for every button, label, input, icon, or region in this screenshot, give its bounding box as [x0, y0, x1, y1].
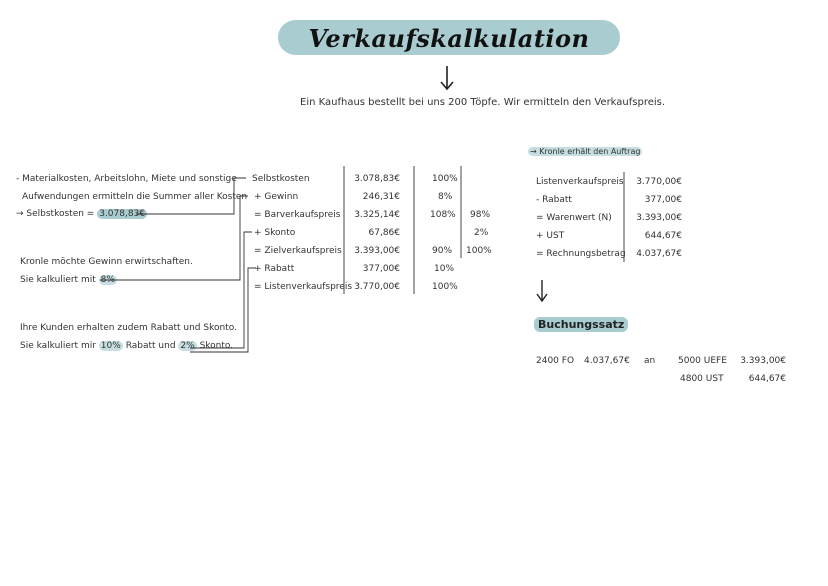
gewinn-note-1: Kronle möchte Gewinn erwirtschaften. [20, 257, 193, 267]
calc-value-4: 3.393,00€ [354, 246, 400, 256]
page-title: Verkaufskalkulation [308, 24, 590, 53]
calc-label-0: Selbstkosten [252, 174, 310, 184]
rabatt-highlight: 10% [100, 341, 121, 351]
credit-account-0: 5000 UEFE [678, 356, 727, 366]
calc-label-4: = Zielverkaufspreis [254, 246, 342, 256]
calc-label-5: + Rabatt [254, 264, 295, 274]
credit-value-0: 3.393,00€ [740, 356, 786, 366]
selbstkosten-highlight: 3.078,83€ [99, 209, 146, 219]
buchungssatz-heading [534, 318, 628, 331]
down-arrow-icon [534, 278, 550, 304]
calc-p1-2: 108% [430, 210, 456, 220]
calc-p1-1: 8% [438, 192, 453, 202]
calc-p2-3: 2% [474, 228, 489, 238]
gewinn-highlight: 8% [100, 275, 115, 285]
calc-value-1: 246,31€ [362, 192, 400, 202]
auftrag-label-4: = Rechnungsbetrag [536, 249, 626, 259]
debit-account: 2400 FO [536, 356, 575, 366]
calc-p2-4: 100% [466, 246, 492, 256]
debit-value: 4.037,67€ [584, 356, 630, 366]
auftrag-heading [528, 147, 642, 156]
note-line-2: Aufwendungen ermitteln die Summer aller Kosten [22, 192, 248, 202]
skonto-highlight: 2% [180, 341, 195, 351]
calc-value-6: 3.770,00€ [354, 282, 400, 292]
note-line-1: - Materialkosten, Arbeitslohn, Miete und sonstige [16, 174, 237, 184]
skonto-word: Skonto. [199, 341, 234, 351]
calc-label-1: + Gewinn [254, 192, 299, 202]
calc-label-6: = Listenverkaufspreis [254, 282, 353, 292]
auftrag-value-2: 3.393,00€ [636, 213, 682, 223]
auftrag-label-2: = Warenwert (N) [536, 213, 612, 223]
auftrag-label-3: + UST [536, 231, 565, 241]
credit-account-1: 4800 UST [680, 374, 724, 384]
intro-text: Ein Kaufhaus bestellt bei uns 200 Töpfe. Wir ermitteln den Verkaufspreis. [300, 97, 666, 108]
auftrag-value-4: 4.037,67€ [636, 249, 682, 259]
calc-p1-0: 100% [432, 174, 458, 184]
rabatt-label: Sie kalkuliert mir [20, 341, 96, 351]
selbstkosten-label: → Selbstkosten = [16, 209, 95, 219]
auftrag-value-3: 644,67€ [644, 231, 682, 241]
credit-value-1: 644,67€ [748, 374, 786, 384]
calc-value-5: 377,00€ [362, 264, 400, 274]
calc-value-3: 67,86€ [368, 228, 400, 238]
calc-label-2: = Barverkaufspreis [254, 210, 341, 220]
calc-p1-6: 100% [432, 282, 458, 292]
calc-value-2: 3.325,14€ [354, 210, 400, 220]
rabatt-note-1: Ihre Kunden erhalten zudem Rabatt und Skonto. [20, 323, 237, 333]
buchungssatz-heading-text: Buchungssatz [534, 317, 628, 332]
an-word: an [644, 356, 656, 366]
auftrag-heading-text: → Kronle erhält den Auftrag [530, 147, 641, 156]
calc-p1-4: 90% [432, 246, 453, 256]
auftrag-label-1: - Rabatt [536, 195, 572, 205]
auftrag-value-1: 377,00€ [644, 195, 682, 205]
gewinn-label: Sie kalkuliert mit [20, 275, 96, 285]
auftrag-value-0: 3.770,00€ [636, 177, 682, 187]
calc-label-3: + Skonto [254, 228, 296, 238]
calc-p2-2: 98% [470, 210, 491, 220]
calc-value-0: 3.078,83€ [354, 174, 400, 184]
auftrag-label-0: Listenverkaufspreis [536, 177, 624, 187]
calc-p1-5: 10% [434, 264, 455, 274]
rabatt-mid: Rabatt und [125, 341, 176, 351]
